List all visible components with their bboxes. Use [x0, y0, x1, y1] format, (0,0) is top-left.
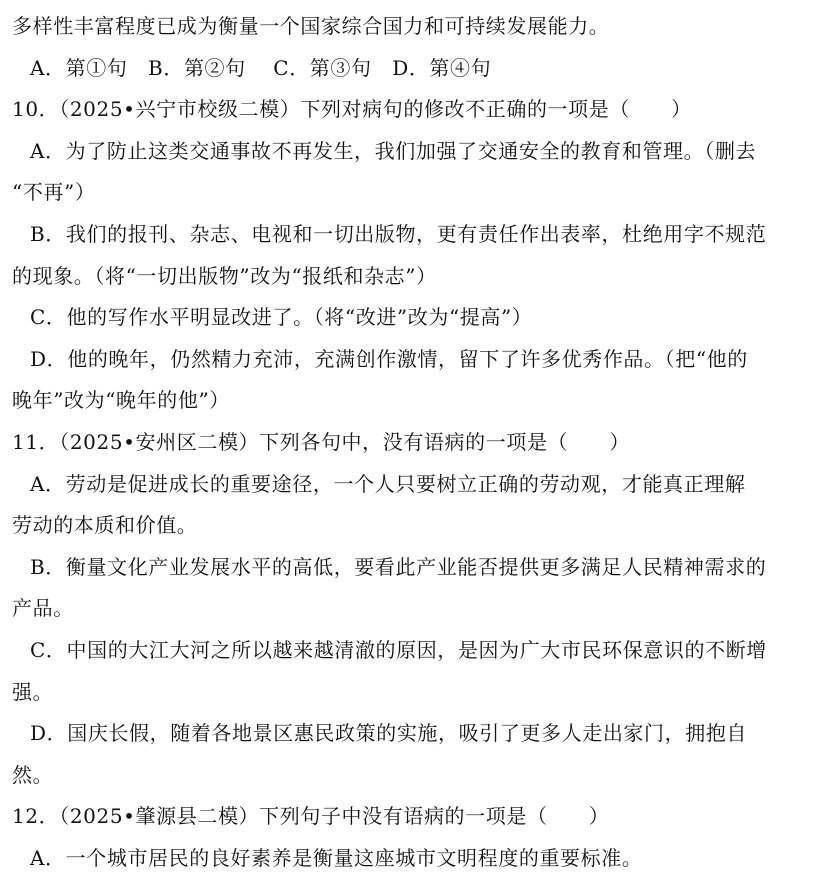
question-12-option-a: A．一个城市居民的良好素养是衡量这座城市文明程度的重要标准。	[30, 845, 643, 870]
question-12-stem: 12．（2025•肇源县二模）下列句子中没有语病的一项是（ ）	[12, 804, 610, 829]
question-11-option-d-cont: 然。	[12, 762, 54, 787]
question-11-option-d: D．国庆长假，随着各地景区惠民政策的实施，吸引了更多人走出家门，拥抱自	[30, 721, 748, 746]
question-10-option-d: D．他的晚年，仍然精力充沛，充满创作激情，留下了许多优秀作品。（把“他的	[30, 346, 748, 371]
question-10-option-a-cont: “不再”）	[12, 180, 96, 205]
question-10-option-a: A．为了防止这类交通事故不再发生，我们加强了交通安全的教育和管理。（删去	[30, 138, 757, 163]
question-10-option-b-cont: 的现象。（将“一切出版物”改为“报纸和杂志”）	[12, 263, 437, 288]
question-10-option-b: B．我们的报刊、杂志、电视和一切出版物，更有责任作出表率，杜绝用字不规范	[30, 221, 767, 246]
question-11-stem: 11．（2025•安州区二模）下列各句中，没有语病的一项是（ ）	[12, 429, 630, 454]
question-11-option-b-cont: 产品。	[12, 596, 74, 621]
text-line-1: 多样性丰富程度已成为衡量一个国家综合国力和可持续发展能力。	[12, 14, 610, 38]
question-11-option-a-cont: 劳动的本质和价值。	[12, 513, 198, 538]
question-10-option-d-cont: 晚年”改为“晚年的他”）	[12, 388, 230, 413]
question-11-option-c-cont: 强。	[12, 679, 54, 704]
question-11-option-a: A．劳动是促进成长的重要途径，一个人只要树立正确的劳动观，才能真正理解	[30, 471, 746, 496]
question-10-option-c: C．他的写作水平明显改进了。（将“改进”改为“提高”）	[30, 305, 533, 330]
question-10-stem: 10．（2025•兴宁市校级二模）下列对病句的修改不正确的一项是（ ）	[12, 97, 692, 122]
text-line-2-options: A．第①句 B．第②句 C．第③句 D．第④句	[30, 55, 492, 80]
question-11-option-c: C．中国的大江大河之所以越来越清澈的原因，是因为广大市民环保意识的不断增	[30, 637, 767, 662]
question-11-option-b: B．衡量文化产业发展水平的高低，要看此产业能否提供更多满足人民精神需求的	[30, 554, 767, 579]
